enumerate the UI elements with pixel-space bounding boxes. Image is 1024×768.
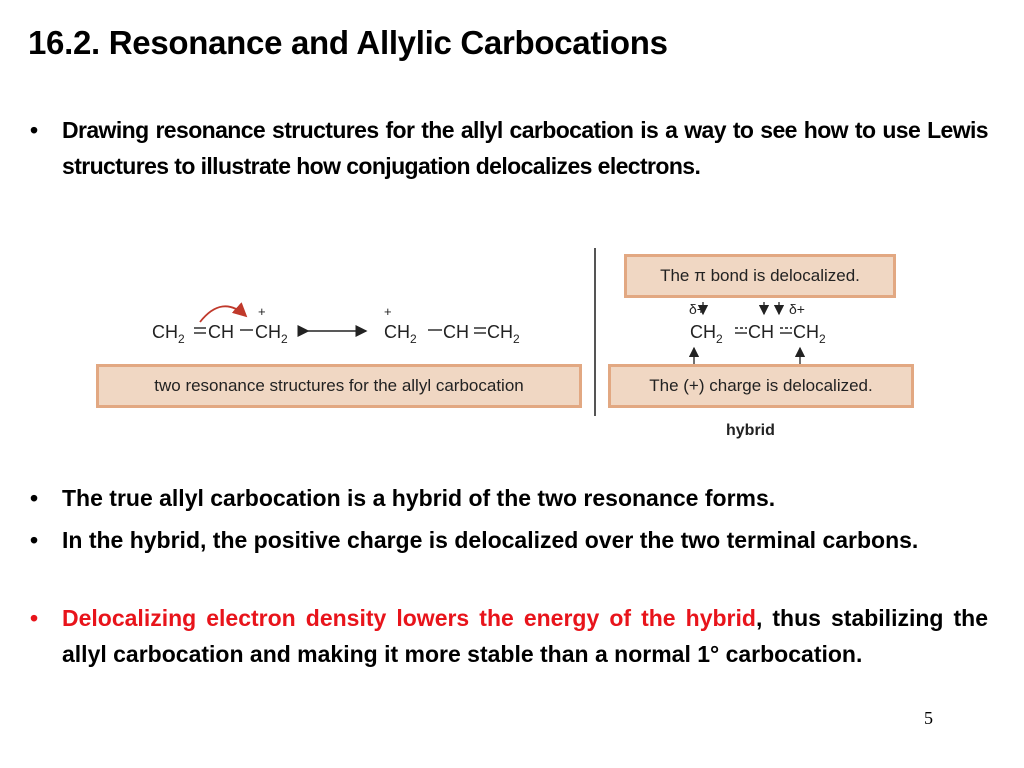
atom-label: CH [208, 322, 234, 342]
bullet-4 [30, 600, 988, 672]
bullet-marker: • [30, 527, 39, 553]
resonance-structure-1 [152, 304, 288, 346]
atom-label: CH [384, 322, 410, 342]
atom-label: CH [690, 322, 716, 342]
svg-text:CH2 [384, 322, 417, 346]
subscript: 2 [281, 332, 288, 346]
subscript: 2 [819, 332, 826, 346]
subscript: 2 [178, 332, 185, 346]
bullet-marker: • [30, 605, 39, 631]
atom-label: CH [748, 322, 774, 342]
positive-charge: + [258, 304, 266, 319]
slide-title: 16.2. Resonance and Allylic Carbocations [28, 24, 668, 61]
bullet-text [62, 600, 988, 672]
bullet-marker: • [30, 117, 39, 143]
svg-text:CH2 [793, 322, 826, 346]
subscript: 2 [410, 332, 417, 346]
partial-charge: δ+ [789, 301, 805, 317]
atom-label: CH [255, 322, 281, 342]
continuation-text: , thus stabilizing the allyl carbocation and making it more stable than a normal 1° carbocation. [62, 605, 989, 667]
bullet-text: In the hybrid, the positive charge is delocalized over the two terminal carbons. [62, 527, 919, 553]
subscript: 2 [716, 332, 723, 346]
bullet-2 [30, 480, 988, 516]
atom-label: CH [793, 322, 819, 342]
svg-text:CH2 [690, 322, 723, 346]
partial-charge: δ+ [689, 301, 705, 317]
svg-text:CH2 [487, 322, 520, 346]
resonance-figure [0, 240, 1024, 450]
hybrid-structure [689, 301, 826, 366]
atom-label: CH [443, 322, 469, 342]
svg-text:CH2 [152, 322, 185, 346]
bullet-text: The true allyl carbocation is a hybrid of the two resonance forms. [62, 485, 776, 511]
resonance-structure-2 [384, 304, 520, 346]
resonance-caption: two resonance structures for the allyl carbocation [96, 364, 582, 408]
positive-charge: + [384, 304, 392, 319]
subscript: 2 [513, 332, 520, 346]
curved-arrow-icon [200, 306, 246, 322]
bullet-text: Drawing resonance structures for the allyl carbocation is a way to see how to use Lewis structures to illustrate how conjugation delocalizes electrons. [62, 117, 988, 179]
emphasis-text: Delocalizing electron density lowers the energy of the hybrid [62, 605, 756, 631]
atom-label: CH [152, 322, 178, 342]
atom-label: CH [487, 322, 513, 342]
pi-bond-caption: The π bond is delocalized. [624, 254, 896, 298]
hybrid-label: hybrid [726, 422, 775, 439]
charge-caption: The (+) charge is delocalized. [608, 364, 914, 408]
page-number: 5 [924, 708, 933, 728]
svg-text:CH2 [255, 322, 288, 346]
bullet-1 [30, 112, 988, 184]
bullet-3 [30, 522, 988, 558]
bullet-marker: • [30, 485, 39, 511]
